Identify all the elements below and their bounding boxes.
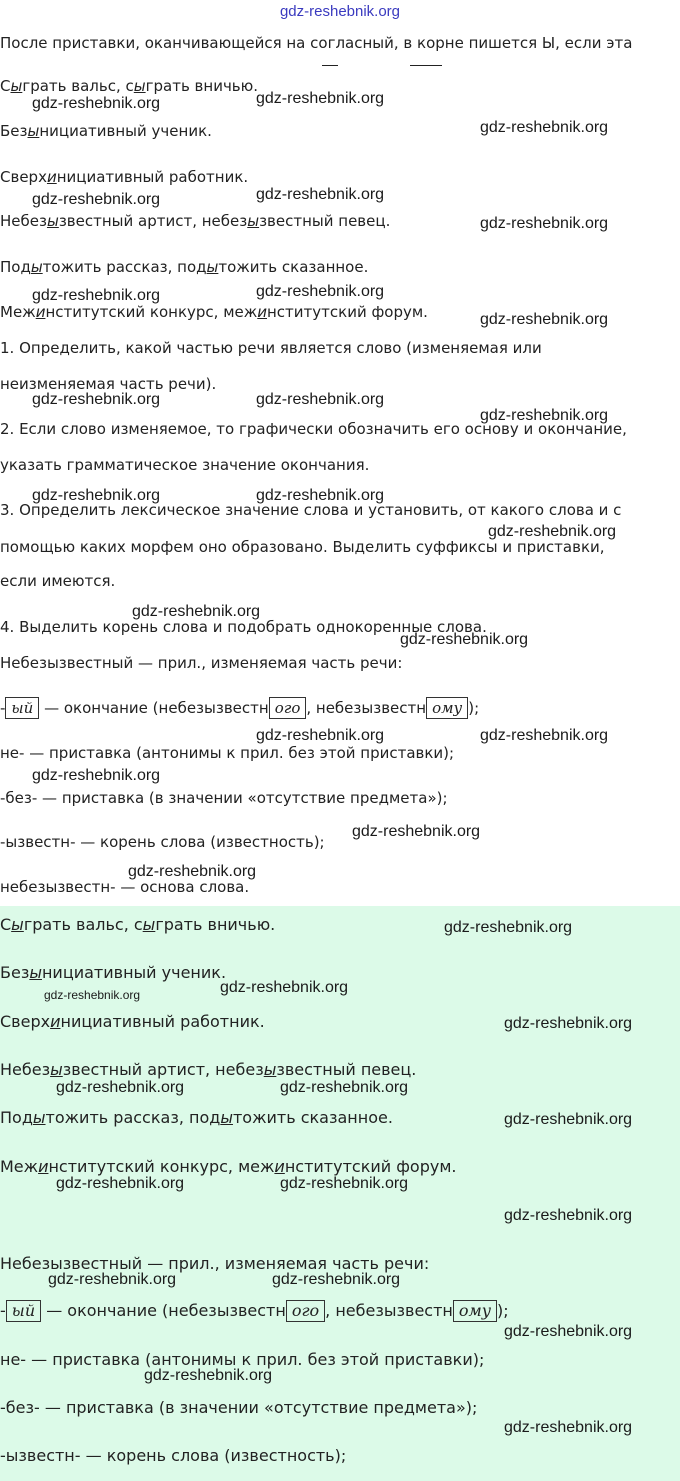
site-watermark: gdz-reshebnik.org xyxy=(279,3,401,20)
watermark: gdz-reshebnik.org xyxy=(256,283,385,300)
example-line: Сыграть вальс, сыграть вничью. xyxy=(0,915,276,934)
analysis-prefix2: -без- — приставка (в значении «отсутствие предмета»); xyxy=(0,789,448,807)
example-line: Сверхинициативный работник. xyxy=(0,168,249,186)
analysis-stem: небезызвестн- — основа слова. xyxy=(0,878,250,896)
watermark: gdz-reshebnik.org xyxy=(32,767,161,784)
example-line: Межинститутский конкурс, межинститутский форум. xyxy=(0,303,428,321)
example-line: Небезызвестный артист, небезызвестный певец. xyxy=(0,1060,417,1079)
watermark: gdz-reshebnik.org xyxy=(256,90,385,107)
watermark: gdz-reshebnik.org xyxy=(352,823,481,840)
watermark: gdz-reshebnik.org xyxy=(480,215,609,232)
watermark: gdz-reshebnik.org xyxy=(44,988,141,1002)
watermark: gdz-reshebnik.org xyxy=(32,191,161,208)
watermark: gdz-reshebnik.org xyxy=(32,391,161,408)
watermark: gdz-reshebnik.org xyxy=(400,631,529,648)
watermark: gdz-reshebnik.org xyxy=(56,1079,185,1096)
watermark: gdz-reshebnik.org xyxy=(220,979,349,996)
watermark: gdz-reshebnik.org xyxy=(480,311,609,328)
analysis-prefix1: не- — приставка (антонимы к прил. без этой приставки); xyxy=(0,744,455,762)
step-line: 3. Определить лексическое значение слова и установить, от какого слова и с xyxy=(0,501,622,519)
example-line: Сверхинициативный работник. xyxy=(0,1012,265,1031)
watermark: gdz-reshebnik.org xyxy=(504,1207,633,1224)
analysis-heading: Небезызвестный — прил., изменяемая часть речи: xyxy=(0,654,403,672)
watermark: gdz-reshebnik.org xyxy=(280,1175,409,1192)
watermark: gdz-reshebnik.org xyxy=(132,603,261,620)
watermark: gdz-reshebnik.org xyxy=(56,1175,185,1192)
rule-text: После приставки, оканчивающейся на согласный, в корне пишется Ы, если эта xyxy=(0,34,633,52)
example-line: Сыграть вальс, сыграть вничью. xyxy=(0,77,259,95)
watermark: gdz-reshebnik.org xyxy=(128,863,257,880)
watermark: gdz-reshebnik.org xyxy=(256,487,385,504)
watermark: gdz-reshebnik.org xyxy=(256,186,385,203)
watermark: gdz-reshebnik.org xyxy=(48,1271,177,1288)
watermark: gdz-reshebnik.org xyxy=(32,95,161,112)
watermark: gdz-reshebnik.org xyxy=(504,1015,633,1032)
watermark: gdz-reshebnik.org xyxy=(272,1271,401,1288)
analysis-prefix1: не- — приставка (антонимы к прил. без этой приставки); xyxy=(0,1350,485,1369)
step-line: 2. Если слово изменяемое, то графически обозначить его основу и окончание, xyxy=(0,420,627,438)
analysis-ending: - ый — окончание (небезызвестн ого , небезызвестн ому ); xyxy=(0,699,480,717)
example-line: Безынициативный ученик. xyxy=(0,963,227,982)
analysis-heading: Небезызвестный — прил., изменяемая часть речи: xyxy=(0,1254,430,1273)
analysis-root: -ызвестн- — корень слова (известность); xyxy=(0,833,325,851)
watermark: gdz-reshebnik.org xyxy=(504,1323,633,1340)
dash-mark xyxy=(410,65,442,66)
analysis-root: -ызвестн- — корень слова (известность); xyxy=(0,1446,347,1465)
analysis-prefix2: -без- — приставка (в значении «отсутствие предмета»); xyxy=(0,1398,478,1417)
example-line: Межинститутский конкурс, межинститутский форум. xyxy=(0,1157,457,1176)
analysis-ending: - ый — окончание (небезызвестн ого , небезызвестн ому ); xyxy=(0,1301,509,1320)
step-line: неизменяемая часть речи). xyxy=(0,375,217,393)
watermark: gdz-reshebnik.org xyxy=(444,919,573,936)
example-line: Подытожить рассказ, подытожить сказанное. xyxy=(0,258,369,276)
example-line: Небезызвестный артист, небезызвестный певец. xyxy=(0,212,391,230)
watermark: gdz-reshebnik.org xyxy=(144,1367,273,1384)
step-line: если имеются. xyxy=(0,572,116,590)
example-line: Подытожить рассказ, подытожить сказанное. xyxy=(0,1108,393,1127)
watermark: gdz-reshebnik.org xyxy=(488,523,617,540)
watermark: gdz-reshebnik.org xyxy=(256,727,385,744)
watermark: gdz-reshebnik.org xyxy=(504,1419,633,1436)
step-line: указать грамматическое значение окончания. xyxy=(0,456,370,474)
watermark: gdz-reshebnik.org xyxy=(280,1079,409,1096)
watermark: gdz-reshebnik.org xyxy=(480,407,609,424)
watermark: gdz-reshebnik.org xyxy=(480,727,609,744)
step-line: 4. Выделить корень слова и подобрать однокоренные слова. xyxy=(0,618,487,636)
watermark: gdz-reshebnik.org xyxy=(504,1111,633,1128)
dash-mark xyxy=(322,65,338,66)
watermark: gdz-reshebnik.org xyxy=(32,287,161,304)
step-line: помощью каких морфем оно образовано. Выделить суффиксы и приставки, xyxy=(0,538,605,556)
step-line: 1. Определить, какой частью речи является слово (изменяемая или xyxy=(0,339,542,357)
watermark: gdz-reshebnik.org xyxy=(480,119,609,136)
watermark: gdz-reshebnik.org xyxy=(256,391,385,408)
watermark: gdz-reshebnik.org xyxy=(32,487,161,504)
example-line: Безынициативный ученик. xyxy=(0,122,212,140)
